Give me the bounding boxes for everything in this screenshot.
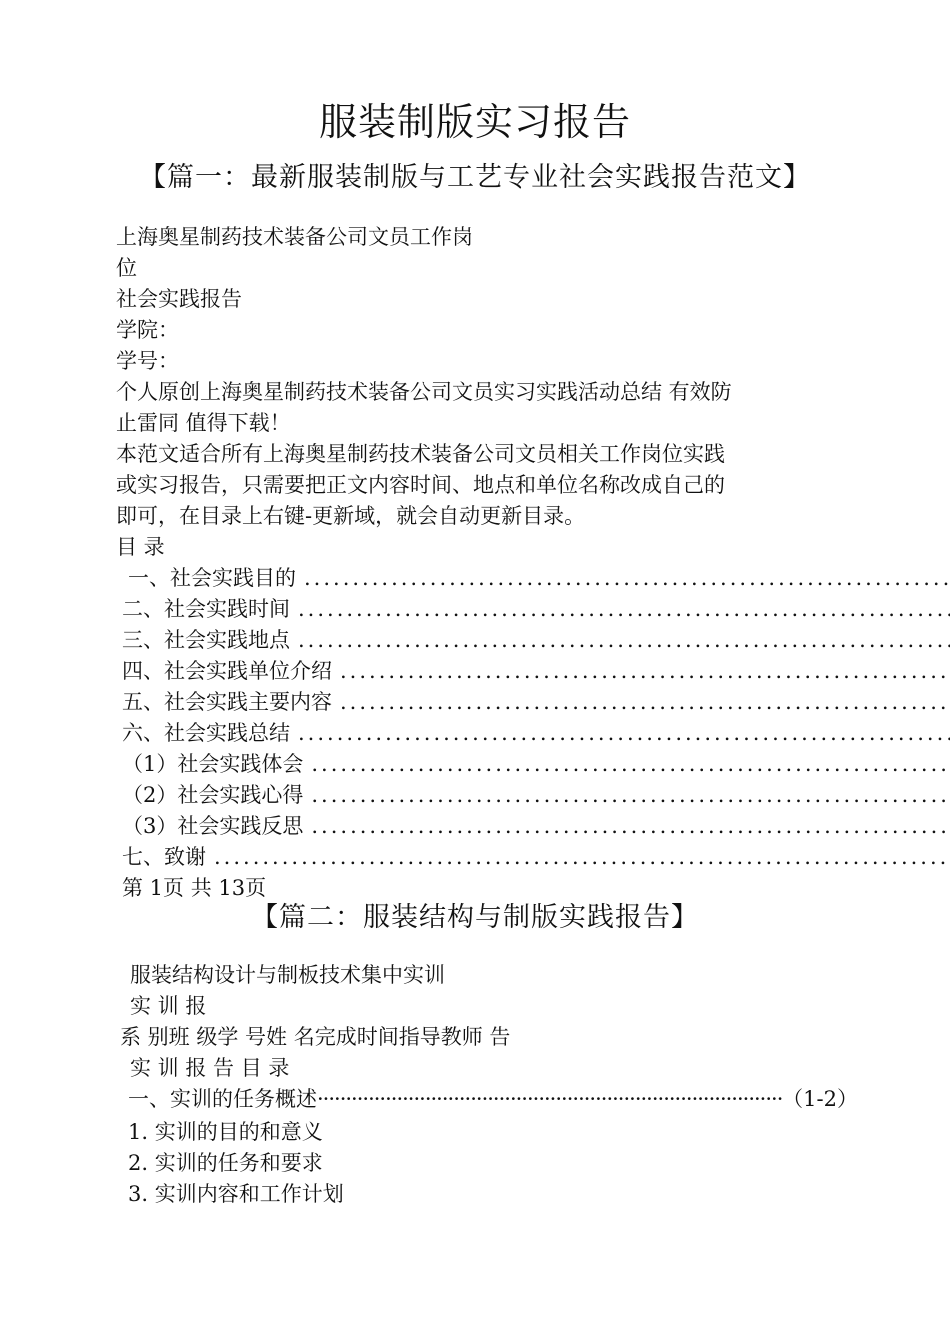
toc-item	[122, 780, 950, 811]
part1-line-0: 上海奥星制药技术装备公司文员工作岗	[116, 225, 473, 249]
toc-item-label: 四、社会实践单位介绍	[122, 659, 332, 683]
toc-item-label: 七、致谢	[122, 845, 206, 869]
part2-line-3: 实 训 报 告 目 录	[130, 1056, 290, 1080]
toc-item	[122, 656, 950, 687]
part2-sub-item-0: 1. 实训的目的和意义	[128, 1120, 323, 1144]
part1-line-7: 本范文适合所有上海奥星制药技术装备公司文员相关工作岗位实践	[116, 442, 725, 466]
toc-item	[122, 749, 950, 780]
part2-line-2: 系 别班 级学 号姓 名完成时间指导教师 告	[120, 1025, 511, 1049]
toc-item-label: （1）社会实践体会	[122, 752, 304, 776]
part1-line-5: 个人原创上海奥星制药技术装备公司文员实习实践活动总结 有效防	[116, 380, 732, 404]
toc-dot-leader	[296, 563, 950, 594]
part1-line-10: 目 录	[116, 535, 165, 559]
toc-dot-leader	[303, 780, 950, 811]
training-toc-item	[128, 1084, 858, 1115]
toc-item	[122, 842, 950, 873]
toc-item-label: 六、社会实践总结	[122, 721, 290, 745]
toc-item-label: （2）社会实践心得	[122, 783, 304, 807]
toc-item-label: 三、社会实践地点	[122, 628, 290, 652]
training-toc-leader	[317, 1084, 782, 1115]
part1-line-6: 止雷同 值得下载！	[116, 411, 291, 435]
toc-item-label: 二、社会实践时间	[122, 597, 290, 621]
toc-item	[122, 811, 950, 842]
toc-dot-leader	[290, 594, 950, 625]
toc-dot-leader	[290, 625, 950, 656]
document-title: 服装制版实习报告	[318, 100, 631, 144]
toc-item	[122, 625, 950, 656]
toc-dot-leader	[290, 718, 950, 749]
part1-line-2: 社会实践报告	[116, 287, 242, 311]
toc-dot-leader	[303, 749, 950, 780]
part2-sub-item-1: 2. 实训的任务和要求	[128, 1151, 323, 1175]
part1-line-1: 位	[116, 256, 137, 280]
part1-line-9: 即可，在目录上右键-更新域，就会自动更新目录。	[116, 504, 586, 528]
part2-line-1: 实 训 报	[130, 994, 207, 1018]
training-toc-pages: （1-2）	[782, 1087, 858, 1111]
part1-line-3: 学院：	[116, 318, 179, 342]
part2-sub-item-2: 3. 实训内容和工作计划	[128, 1182, 344, 1206]
part2-line-0: 服装结构设计与制板技术集中实训	[130, 963, 445, 987]
toc-dot-leader	[332, 656, 950, 687]
toc-item	[128, 563, 950, 594]
part1-heading: 【篇一：最新服装制版与工艺专业社会实践报告范文】	[139, 162, 811, 193]
toc-item-label: 一、社会实践目的	[128, 566, 296, 590]
toc-dot-leader	[332, 687, 950, 718]
toc-item	[122, 687, 950, 718]
toc-item	[122, 594, 950, 625]
toc-dot-leader	[206, 842, 950, 873]
toc-item-label: （3）社会实践反思	[122, 814, 304, 838]
training-toc-label: 一、实训的任务概述	[128, 1087, 317, 1111]
part2-heading: 【篇二：服装结构与制版实践报告】	[251, 902, 699, 933]
toc-item	[122, 718, 950, 749]
toc-dot-leader	[303, 811, 950, 842]
part1-line-4: 学号：	[116, 349, 179, 373]
part1-line-8: 或实习报告，只需要把正文内容时间、地点和单位名称改成自己的	[116, 473, 725, 497]
toc-item-label: 五、社会实践主要内容	[122, 690, 332, 714]
page-footer: 第 1页 共 13页	[122, 876, 267, 900]
